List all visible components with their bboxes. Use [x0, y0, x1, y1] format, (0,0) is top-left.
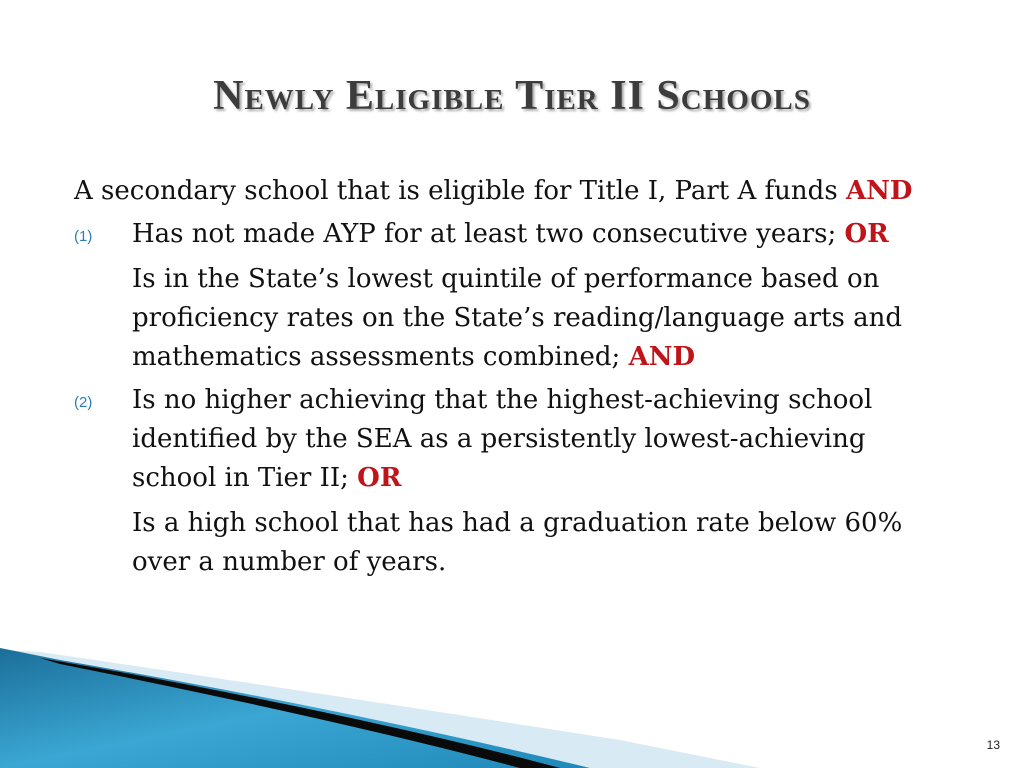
list-item [74, 215, 954, 377]
item-main-text: Has not made AYP for at least two consecutive years; [132, 219, 837, 249]
item-sub-keyword: AND [628, 342, 696, 372]
intro-keyword: AND [845, 176, 913, 206]
intro-paragraph [74, 172, 954, 211]
slide-body [74, 172, 954, 582]
item-sub-main: Is a high school that has had a graduation rate below 60% over a number of years. [132, 508, 903, 577]
intro-text: A secondary school that is eligible for Title I, Part A funds [74, 176, 838, 206]
item-main-text: Is no higher achieving that the highest-achieving school identified by the SEA as a persistently lowest-achieving school in Tier II; [132, 385, 873, 493]
slide-title: Newly Eligible Tier II Schools [213, 73, 811, 119]
item-sub-text [132, 260, 954, 377]
item-marker: (1) [74, 228, 93, 245]
list-item [74, 381, 954, 582]
item-keyword: OR [357, 463, 402, 493]
item-text [132, 381, 954, 498]
item-text [132, 215, 954, 254]
item-keyword: OR [844, 219, 889, 249]
item-marker: (2) [74, 394, 93, 411]
item-sub-main: Is in the State’s lowest quintile of performance based on proficiency rates on the State’s reading/language arts and mathematics assessments combined; [132, 264, 902, 372]
item-sub-text [132, 504, 954, 582]
page-number: 13 [986, 738, 1000, 752]
